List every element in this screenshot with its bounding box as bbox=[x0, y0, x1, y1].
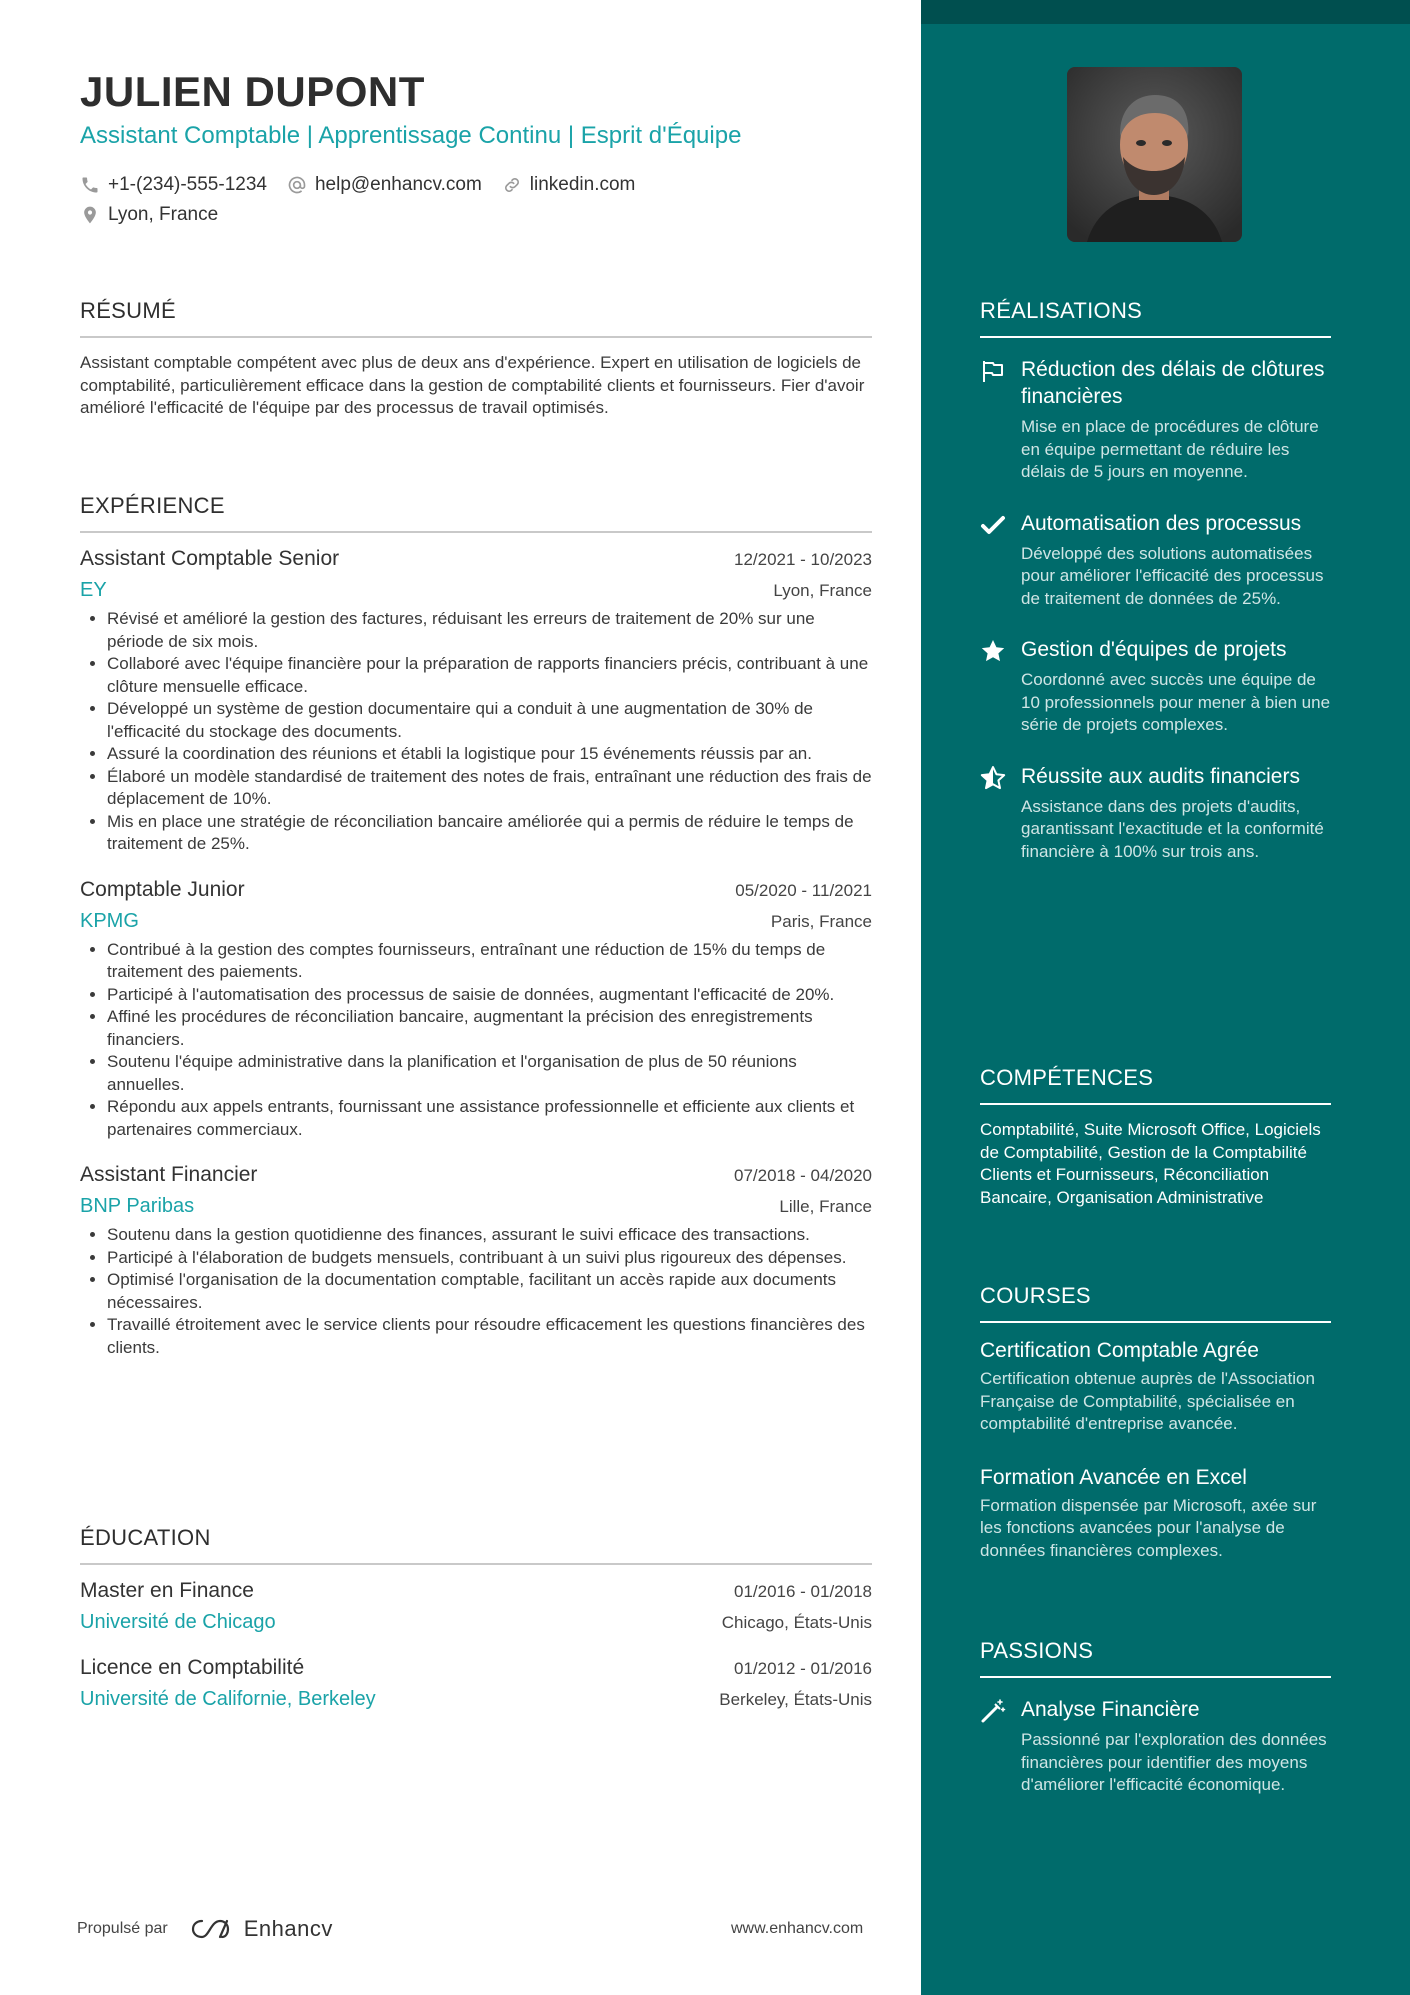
school-name: Université de Chicago bbox=[80, 1611, 276, 1633]
job-bullet: • Assuré la coordination des réunions et établi la logistique pour 15 événements réussis par an. bbox=[107, 743, 872, 766]
education-dates: 01/2016 - 01/2018 bbox=[733, 1582, 872, 1601]
job-title: Assistant Comptable Senior bbox=[80, 547, 340, 570]
achievement-item bbox=[980, 763, 1331, 864]
degree-title: Licence en Comptabilité bbox=[80, 1656, 305, 1679]
achievements-section bbox=[980, 298, 1331, 863]
brand-name: Enhancv bbox=[243, 1916, 333, 1941]
summary-section bbox=[80, 298, 872, 420]
course-description: Formation dispensée par Microsoft, axée sur les fonctions avancées pour l'analyse de données financières complexes. bbox=[980, 1495, 1317, 1560]
course-item bbox=[980, 1337, 1331, 1436]
job-bullet: • Révisé et amélioré la gestion des factures, réduisant les erreurs de traitement de 20% sur une période de six mois. bbox=[107, 608, 872, 653]
skills-list: Comptabilité, Suite Microsoft Office, Logiciels de Comptabilité, Gestion de la Comptabilité Clients et Fournisseurs, Réconciliation Bancaire, Organisation Administrative bbox=[980, 1120, 1321, 1207]
portrait-image bbox=[1067, 67, 1242, 242]
sidebar bbox=[921, 0, 1410, 1995]
job-bullet: • Répondu aux appels entrants, fournissant une assistance professionnelle et efficiente aux clients et partenaires commerciaux. bbox=[107, 1096, 872, 1141]
section-title: COMPÉTENCES bbox=[980, 1065, 1154, 1090]
section-divider bbox=[80, 336, 872, 338]
job-entry bbox=[80, 878, 872, 1142]
powered-by-label: Propulsé par bbox=[77, 1920, 168, 1937]
degree-title: Master en Finance bbox=[80, 1579, 254, 1602]
course-item bbox=[980, 1464, 1331, 1563]
star-icon bbox=[980, 638, 1006, 664]
linkedin-contact[interactable] bbox=[502, 174, 636, 196]
candidate-headline: Assistant Comptable | Apprentissage Continu | Esprit d'Équipe bbox=[80, 122, 742, 149]
phone-number: +1-(234)-555-1234 bbox=[108, 174, 267, 195]
education-location: Chicago, États-Unis bbox=[721, 1613, 872, 1632]
flag-icon bbox=[980, 358, 1006, 384]
phone-contact[interactable] bbox=[80, 174, 267, 196]
job-bullet: • Collaboré avec l'équipe financière pour la préparation de rapports financiers précis, contribuant à une clôture mensuelle efficace. bbox=[107, 653, 872, 698]
job-entry bbox=[80, 547, 872, 856]
job-dates: 05/2020 - 11/2021 bbox=[735, 880, 872, 900]
job-company: EY bbox=[80, 579, 107, 601]
job-bullets bbox=[80, 1224, 872, 1359]
job-entry bbox=[80, 1163, 872, 1359]
achievement-item bbox=[980, 636, 1331, 737]
education-location: Berkeley, États-Unis bbox=[719, 1690, 872, 1709]
achievement-title: Automatisation des processus bbox=[1021, 511, 1302, 535]
section-divider bbox=[980, 1676, 1331, 1678]
location-pin-icon bbox=[80, 205, 100, 225]
phone-icon bbox=[80, 175, 100, 195]
passion-title: Analyse Financière bbox=[1021, 1698, 1200, 1721]
achievement-title: Réussite aux audits financiers bbox=[1021, 764, 1300, 788]
linkedin-url: linkedin.com bbox=[529, 174, 636, 195]
achievement-description: Assistance dans des projets d'audits, garantissant l'exactitude et la conformité financière à 100% sur trois ans. bbox=[1021, 796, 1324, 861]
job-title: Assistant Financier bbox=[80, 1163, 258, 1186]
education-dates: 01/2012 - 01/2016 bbox=[733, 1659, 872, 1678]
achievement-description: Coordonné avec succès une équipe de 10 professionnels pour mener à bien une série de projets complexes. bbox=[1021, 670, 1331, 734]
job-bullets bbox=[80, 608, 872, 856]
achievement-description: Développé des solutions automatisées pour améliorer l'efficacité des processus de traitement de données de 25%. bbox=[1021, 543, 1324, 608]
section-divider bbox=[80, 531, 872, 533]
profile-photo bbox=[1067, 67, 1242, 242]
courses-section bbox=[980, 1283, 1331, 1562]
link-icon bbox=[502, 175, 522, 195]
job-bullet: • Optimisé l'organisation de la documentation comptable, facilitant un accès rapide aux documents nécessaires. bbox=[107, 1269, 872, 1314]
at-icon bbox=[287, 175, 307, 195]
contact-info bbox=[80, 170, 655, 230]
course-description: Certification obtenue auprès de l'Association Française de Comptabilité, spécialisée en comptabilité d'entreprise avancée. bbox=[980, 1369, 1315, 1433]
section-divider bbox=[980, 1103, 1331, 1105]
location-text: Lyon, France bbox=[108, 204, 219, 225]
section-title: RÉALISATIONS bbox=[980, 298, 1143, 323]
achievement-item bbox=[980, 510, 1331, 611]
half-star-icon bbox=[980, 765, 1006, 791]
check-icon bbox=[980, 512, 1006, 538]
skills-section bbox=[980, 1065, 1331, 1209]
job-bullet: • Contribué à la gestion des comptes fournisseurs, entraînant une réduction de 15% du temps de traitement des paiements. bbox=[107, 939, 872, 984]
passion-description: Passionné par l'exploration des données financières pour identifier des moyens d'améliorer l'efficacité économique. bbox=[1021, 1730, 1327, 1794]
section-title: PASSIONS bbox=[980, 1638, 1094, 1663]
section-title: COURSES bbox=[980, 1283, 1091, 1308]
candidate-name: JULIEN DUPONT bbox=[80, 68, 425, 115]
job-location: Lyon, France bbox=[773, 581, 872, 600]
section-divider bbox=[980, 336, 1331, 338]
section-divider bbox=[980, 1321, 1331, 1323]
job-dates: 07/2018 - 04/2020 bbox=[733, 1166, 872, 1185]
infinity-logo-icon bbox=[190, 1917, 236, 1941]
achievement-title: Gestion d'équipes de projets bbox=[1021, 638, 1287, 661]
enhancv-logo[interactable] bbox=[190, 1916, 333, 1942]
section-divider bbox=[80, 1563, 872, 1565]
sidebar-top-bar bbox=[921, 0, 1410, 24]
achievement-description: Mise en place de procédures de clôture en équipe permettant de réduire les délais de 5 jours en moyenne. bbox=[1021, 417, 1319, 481]
passions-section bbox=[980, 1638, 1331, 1797]
email-address: help@enhancv.com bbox=[314, 174, 482, 195]
education-section bbox=[80, 1525, 872, 1711]
passion-item bbox=[980, 1696, 1331, 1797]
job-bullet: • Travaillé étroitement avec le service clients pour résoudre efficacement les questions financières des clients. bbox=[107, 1314, 872, 1359]
job-title: Comptable Junior bbox=[80, 877, 245, 901]
job-dates: 12/2021 - 10/2023 bbox=[733, 550, 872, 569]
achievement-title: Réduction des délais de clôtures financières bbox=[1021, 358, 1325, 408]
job-bullet: • Développé un système de gestion documentaire qui a conduit à une augmentation de 30% de l'efficacité du stockage des documents. bbox=[107, 698, 872, 743]
job-bullet: • Participé à l'élaboration de budgets mensuels, contribuant à un suivi plus rigoureux des dépenses. bbox=[107, 1247, 872, 1270]
job-bullet: • Mis en place une stratégie de réconciliation bancaire améliorée qui a permis de réduire le temps de traitement de 25%. bbox=[107, 811, 872, 856]
achievement-item bbox=[980, 356, 1331, 484]
job-company: KPMG bbox=[80, 909, 139, 932]
footer-powered-by bbox=[77, 1916, 333, 1942]
experience-section bbox=[80, 493, 872, 1359]
job-company: BNP Paribas bbox=[80, 1195, 195, 1217]
location-contact bbox=[80, 204, 218, 226]
job-bullet: • Soutenu dans la gestion quotidienne des finances, assurant le suivi efficace des transactions. bbox=[107, 1224, 872, 1247]
section-title: RÉSUMÉ bbox=[80, 298, 176, 323]
job-location: Paris, France bbox=[770, 911, 872, 931]
section-title: ÉDUCATION bbox=[80, 1525, 211, 1550]
school-name: Université de Californie, Berkeley bbox=[80, 1688, 376, 1710]
course-title: Formation Avancée en Excel bbox=[980, 1465, 1247, 1489]
education-entry bbox=[80, 1656, 872, 1711]
section-title: EXPÉRIENCE bbox=[80, 493, 225, 518]
email-contact[interactable] bbox=[287, 174, 482, 196]
job-bullets bbox=[80, 939, 872, 1142]
job-bullet: • Élaboré un modèle standardisé de traitement des notes de frais, entraînant une réduction des frais de déplacement de 10%. bbox=[107, 766, 872, 811]
job-bullet: • Affiné les procédures de réconciliation bancaire, augmentant la précision des enregistrements financiers. bbox=[107, 1006, 872, 1051]
footer-website[interactable]: www.enhancv.com bbox=[731, 1920, 864, 1937]
job-location: Lille, France bbox=[779, 1197, 872, 1216]
job-bullet: • Participé à l'automatisation des processus de saisie de données, augmentant l'efficacité de 20%. bbox=[107, 984, 872, 1007]
education-entry bbox=[80, 1579, 872, 1634]
course-title: Certification Comptable Agrée bbox=[980, 1339, 1259, 1362]
magic-wand-icon bbox=[980, 1698, 1006, 1724]
summary-text: Assistant comptable compétent avec plus de deux ans d'expérience. Expert en utilisation de logiciels de comptabilité, particulièrement efficace dans la gestion de comptabilité clients et fournisseurs. Fier d'avoir amélioré l'efficacité de l'équipe par des processus de travail optimisés. bbox=[80, 353, 865, 417]
job-bullet: • Soutenu l'équipe administrative dans la planification et l'organisation de plus de 50 réunions annuelles. bbox=[107, 1051, 872, 1096]
